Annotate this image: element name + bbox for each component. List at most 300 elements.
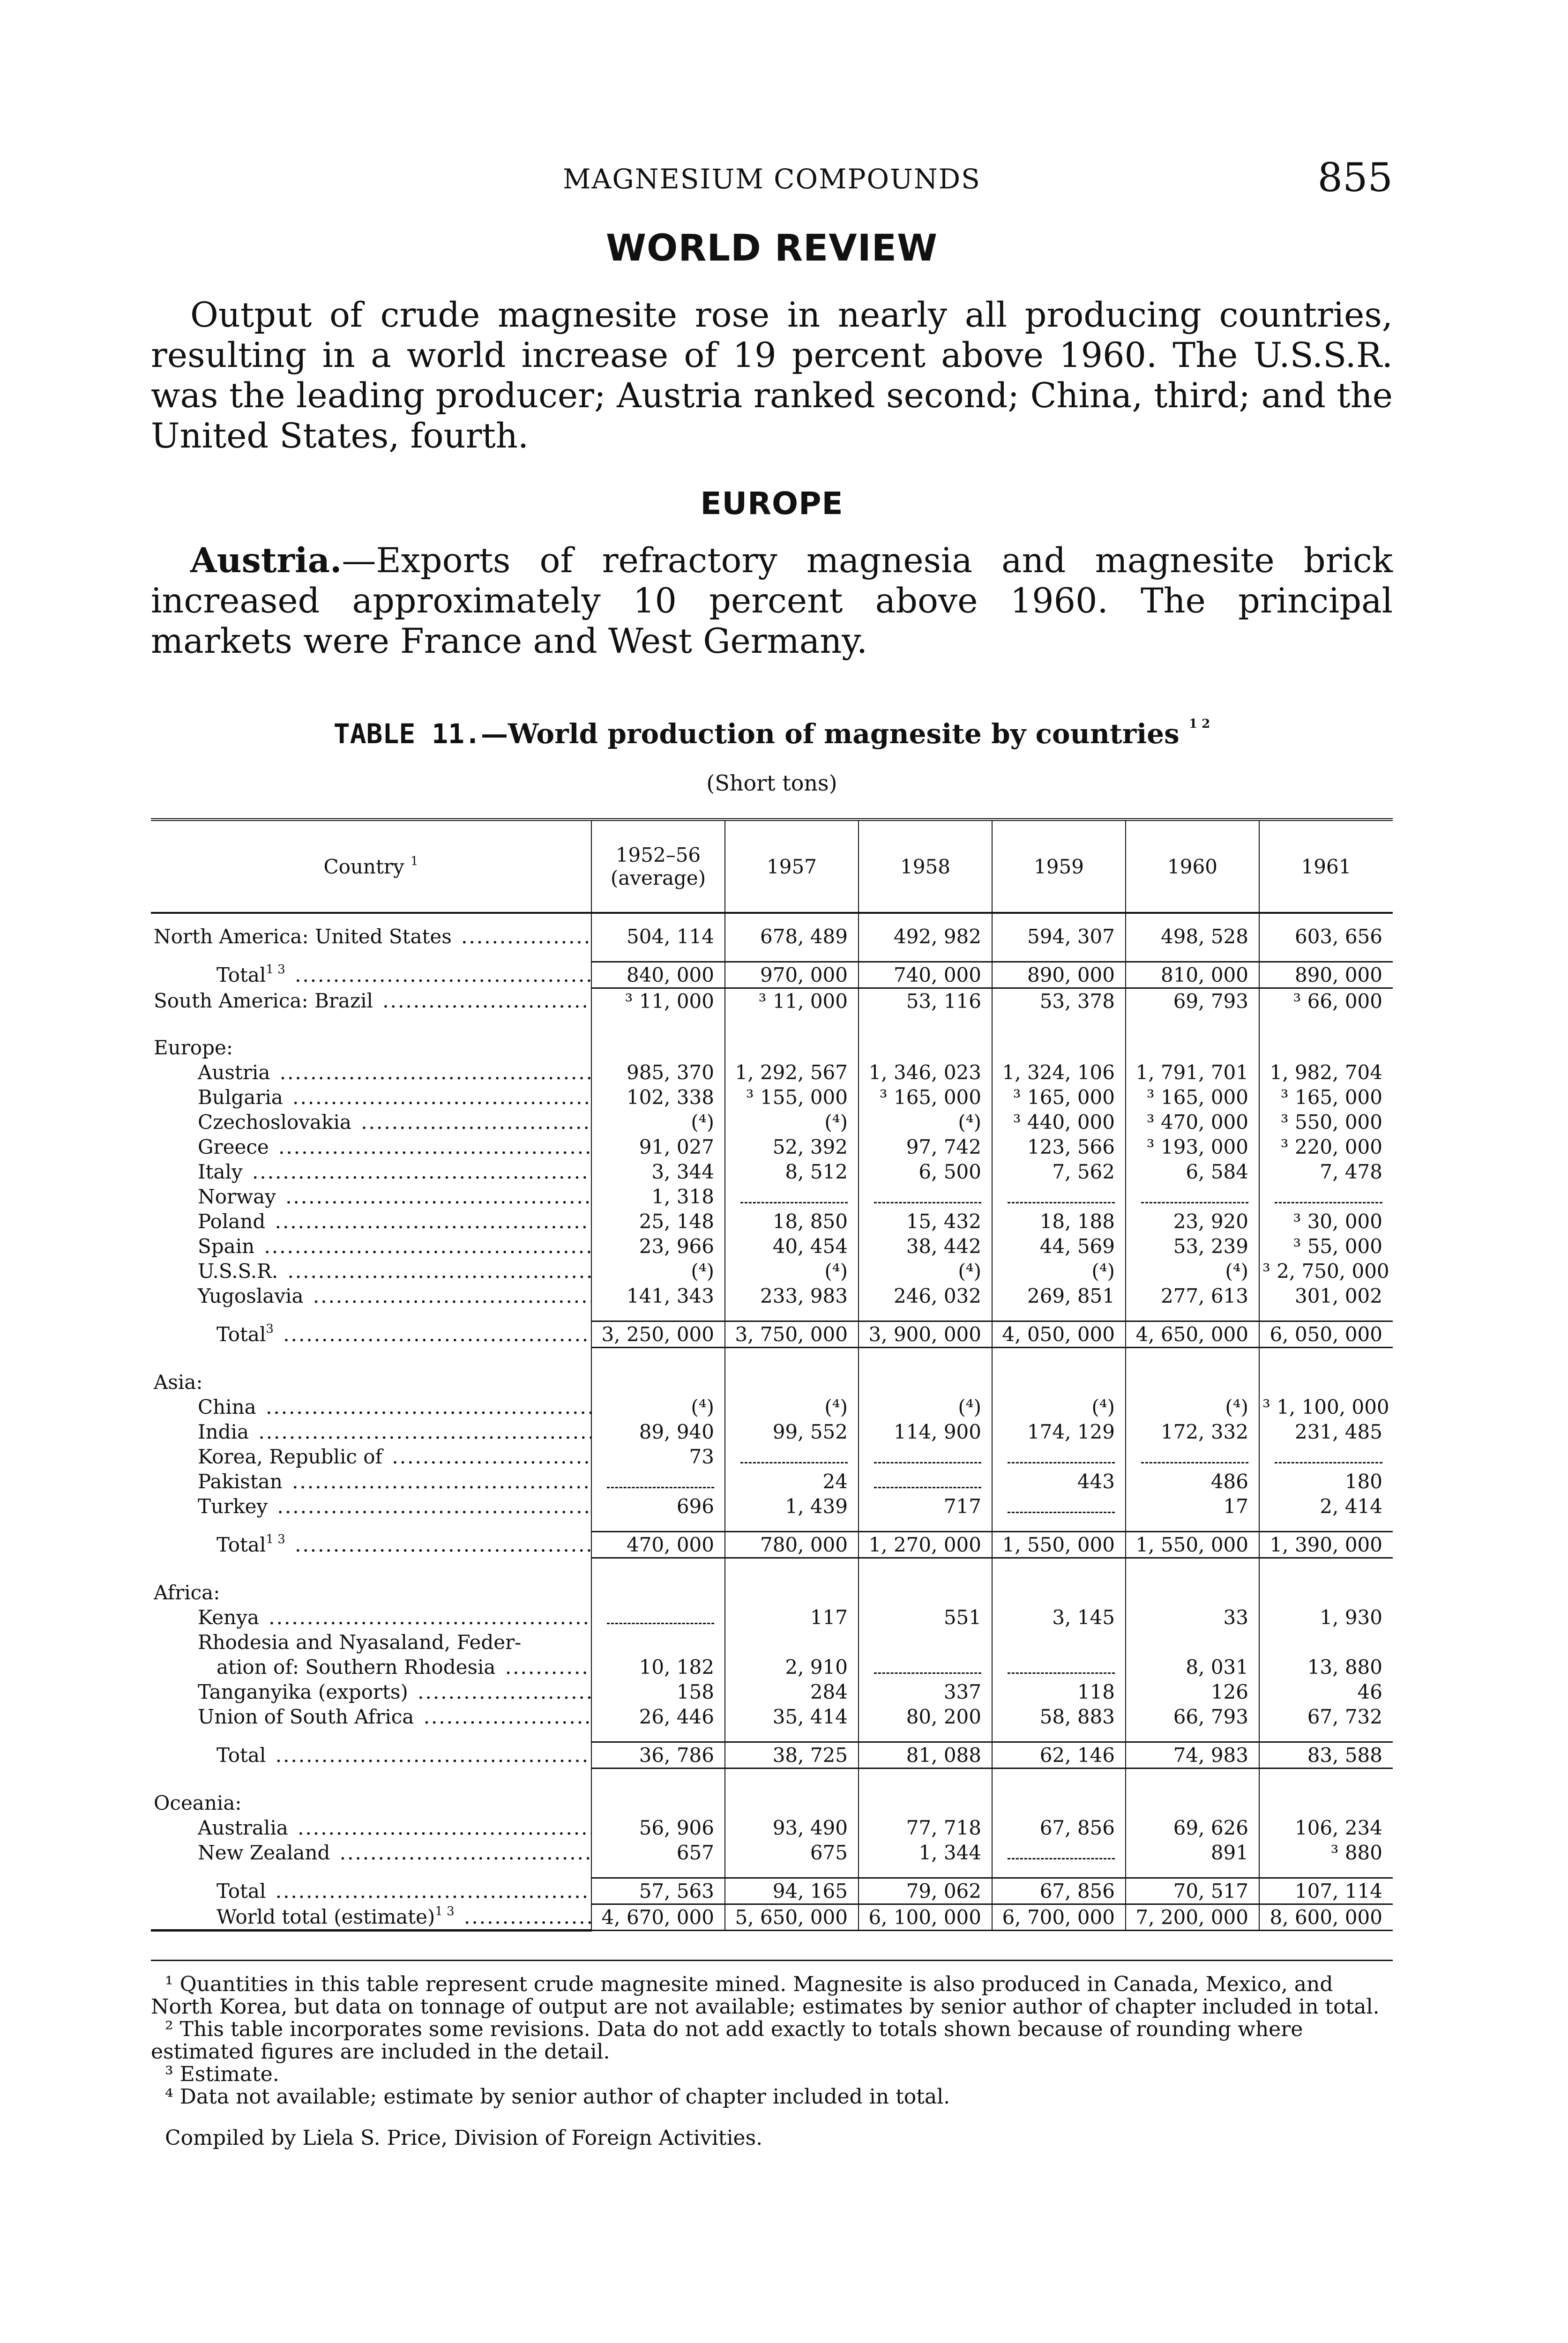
row-label: Czechoslovakia ..... xyxy=(151,1110,591,1134)
col-1957: 1957 xyxy=(725,820,859,913)
row-us xyxy=(151,913,1393,949)
row-value: ³ 2, 750, 000 xyxy=(1259,1259,1393,1283)
running-head xyxy=(151,155,1393,201)
row-label: Australia ..... xyxy=(151,1815,591,1840)
row-value: 56, 906 xyxy=(591,1815,725,1840)
row-value xyxy=(992,1184,1126,1209)
row-value: 284 xyxy=(725,1679,859,1704)
row-value: 2, 910 xyxy=(725,1655,859,1679)
row-value: 33 xyxy=(1126,1605,1259,1630)
row-value xyxy=(1259,1035,1393,1060)
row-china xyxy=(151,1395,1393,1419)
footnote-2: ² This table incorporates some revisions. Data do not add exactly to totals shown because of rounding where estimated figures are included in the detail. xyxy=(151,2017,1303,2064)
row-value: 102, 338 xyxy=(591,1085,725,1110)
page xyxy=(151,155,1393,2149)
row-value xyxy=(859,1580,992,1605)
row-label: U.S.S.R. ..... xyxy=(151,1259,591,1283)
row-value xyxy=(725,1580,859,1605)
row-value xyxy=(992,1655,1126,1679)
row-value: 15, 432 xyxy=(859,1209,992,1234)
row-value: 57, 563 xyxy=(591,1878,725,1904)
row-value: 94, 165 xyxy=(725,1878,859,1904)
row-value: 1, 550, 000 xyxy=(992,1532,1126,1558)
row-value: ³ 155, 000 xyxy=(725,1085,859,1110)
row-value: 4, 670, 000 xyxy=(591,1904,725,1931)
row-label: Spain ..... xyxy=(151,1234,591,1259)
row-label: Yugoslavia ..... xyxy=(151,1283,591,1308)
row-value: ³ 55, 000 xyxy=(1259,1234,1393,1259)
row-eu-total xyxy=(151,1321,1393,1348)
austria-paragraph xyxy=(151,540,1393,662)
row-korea xyxy=(151,1444,1393,1469)
row-value: (⁴) xyxy=(591,1110,725,1134)
row-value: ³ 165, 000 xyxy=(1259,1085,1393,1110)
row-value: 67, 732 xyxy=(1259,1704,1393,1729)
row-value: 36, 786 xyxy=(591,1742,725,1768)
row-value xyxy=(859,1035,992,1060)
col-1960: 1960 xyxy=(1126,820,1259,913)
row-value: 53, 378 xyxy=(992,988,1126,1014)
row-value: 62, 146 xyxy=(992,1742,1126,1768)
row-value: 114, 900 xyxy=(859,1419,992,1444)
row-value: ³ 165, 000 xyxy=(992,1085,1126,1110)
row-value: 35, 414 xyxy=(725,1704,859,1729)
spacer-row xyxy=(151,1308,1393,1321)
row-value: 890, 000 xyxy=(1259,962,1393,988)
row-value: 80, 200 xyxy=(859,1704,992,1729)
row-label: Oceania: xyxy=(154,1791,242,1814)
row-value: 24 xyxy=(725,1469,859,1494)
row-value: 2, 414 xyxy=(1259,1494,1393,1519)
row-label: Total$^{1 3}$ ..... xyxy=(151,1532,591,1558)
row-value: 810, 000 xyxy=(1126,962,1259,988)
row-value: 81, 088 xyxy=(859,1742,992,1768)
empty-dash xyxy=(1008,1462,1115,1463)
row-turkey xyxy=(151,1494,1393,1519)
row-label: Pakistan ..... xyxy=(151,1469,591,1494)
row-value xyxy=(859,1630,992,1655)
row-value: 69, 626 xyxy=(1126,1815,1259,1840)
row-value xyxy=(859,1184,992,1209)
row-value: 6, 584 xyxy=(1126,1159,1259,1184)
row-label: Tanganyika (exports) ..... xyxy=(151,1679,591,1704)
row-value: 97, 742 xyxy=(859,1134,992,1159)
row-na-total xyxy=(151,962,1393,988)
row-value: 66, 793 xyxy=(1126,1704,1259,1729)
row-label: New Zealand ..... xyxy=(151,1840,591,1865)
row-value: 657 xyxy=(591,1840,725,1865)
row-value: 1, 982, 704 xyxy=(1259,1060,1393,1085)
row-value xyxy=(591,1605,725,1630)
row-asia-total xyxy=(151,1532,1393,1558)
row-value: 337 xyxy=(859,1679,992,1704)
row-value: 1, 344 xyxy=(859,1840,992,1865)
row-value: 38, 725 xyxy=(725,1742,859,1768)
row-value: (⁴) xyxy=(725,1395,859,1419)
row-value xyxy=(1259,1444,1393,1469)
row-value xyxy=(725,1444,859,1469)
row-value: 117 xyxy=(725,1605,859,1630)
row-value: 79, 062 xyxy=(859,1878,992,1904)
row-value: 486 xyxy=(1126,1469,1259,1494)
row-value: ³ 165, 000 xyxy=(859,1085,992,1110)
europe-heading: EUROPE xyxy=(700,485,844,522)
row-rhodesia1 xyxy=(151,1630,1393,1655)
row-value: ³ 550, 000 xyxy=(1259,1110,1393,1134)
row-value xyxy=(1126,1630,1259,1655)
row-label: Bulgaria ..... xyxy=(151,1085,591,1110)
row-label: China ..... xyxy=(151,1395,591,1419)
row-value: ³ 220, 000 xyxy=(1259,1134,1393,1159)
row-poland xyxy=(151,1209,1393,1234)
row-value xyxy=(992,1580,1126,1605)
row-value: 52, 392 xyxy=(725,1134,859,1159)
row-value: 26, 446 xyxy=(591,1704,725,1729)
row-value: 1, 390, 000 xyxy=(1259,1532,1393,1558)
row-value: 3, 250, 000 xyxy=(591,1321,725,1348)
row-value: 4, 650, 000 xyxy=(1126,1321,1259,1348)
row-value: 7, 200, 000 xyxy=(1126,1904,1259,1931)
row-value: 38, 442 xyxy=(859,1234,992,1259)
empty-dash xyxy=(740,1462,848,1463)
row-value: 141, 343 xyxy=(591,1283,725,1308)
row-yugoslavia xyxy=(151,1283,1393,1308)
row-oceania xyxy=(151,1791,1393,1815)
row-value: 4, 050, 000 xyxy=(992,1321,1126,1348)
row-value: 8, 031 xyxy=(1126,1655,1259,1679)
row-value: 594, 307 xyxy=(992,913,1126,949)
row-value: ³ 470, 000 xyxy=(1126,1110,1259,1134)
row-label: Kenya ..... xyxy=(151,1605,591,1630)
row-europe xyxy=(151,1035,1393,1060)
row-kenya xyxy=(151,1605,1393,1630)
row-value: (⁴) xyxy=(1126,1259,1259,1283)
row-value: 443 xyxy=(992,1469,1126,1494)
row-label: Greece ..... xyxy=(151,1134,591,1159)
row-value: 44, 569 xyxy=(992,1234,1126,1259)
row-label: Total$^{1 3}$ ..... xyxy=(151,962,591,988)
row-austria xyxy=(151,1060,1393,1085)
row-value: 18, 850 xyxy=(725,1209,859,1234)
row-value: 18, 188 xyxy=(992,1209,1126,1234)
row-value xyxy=(859,1370,992,1395)
spacer-row xyxy=(151,1348,1393,1370)
row-label: Total$^3$ ..... xyxy=(151,1321,591,1348)
row-greece xyxy=(151,1134,1393,1159)
spacer-row xyxy=(151,1768,1393,1791)
row-value: 10, 182 xyxy=(591,1655,725,1679)
row-value: 74, 983 xyxy=(1126,1742,1259,1768)
empty-dash xyxy=(1008,1672,1115,1674)
row-label: Asia: xyxy=(154,1371,203,1394)
row-value: (⁴) xyxy=(992,1259,1126,1283)
row-bulgaria xyxy=(151,1085,1393,1110)
row-value: 1, 270, 000 xyxy=(859,1532,992,1558)
row-value: (⁴) xyxy=(992,1395,1126,1419)
row-value xyxy=(1259,1370,1393,1395)
row-value: 1, 346, 023 xyxy=(859,1060,992,1085)
row-pakistan xyxy=(151,1469,1393,1494)
row-value: 25, 148 xyxy=(591,1209,725,1234)
row-value: 840, 000 xyxy=(591,962,725,988)
row-value: 470, 000 xyxy=(591,1532,725,1558)
compiled-by: Compiled by Liela S. Price, Division of Foreign Activities. xyxy=(165,2126,763,2150)
row-value: 985, 370 xyxy=(591,1060,725,1085)
row-value xyxy=(992,1840,1126,1865)
austria-text: —Exports of refractory magnesia and magnesite brick increased approximately 10 percent above 1960. The principal markets were France and West Germany. xyxy=(151,541,1393,661)
row-label: Total ..... xyxy=(151,1742,591,1768)
row-af-total xyxy=(151,1742,1393,1768)
row-value: ³ 66, 000 xyxy=(1259,988,1393,1014)
empty-dash xyxy=(1141,1202,1249,1203)
row-value xyxy=(1126,1184,1259,1209)
row-value: 504, 114 xyxy=(591,913,725,949)
row-value: 40, 454 xyxy=(725,1234,859,1259)
row-world xyxy=(151,1904,1393,1931)
empty-dash xyxy=(740,1202,848,1203)
row-brazil xyxy=(151,988,1393,1014)
row-label: Union of South Africa ..... xyxy=(151,1704,591,1729)
row-value: 126 xyxy=(1126,1679,1259,1704)
row-value xyxy=(725,1184,859,1209)
row-value: 970, 000 xyxy=(725,962,859,988)
row-value xyxy=(1126,1370,1259,1395)
row-value: 106, 234 xyxy=(1259,1815,1393,1840)
table-title-text: —World production of magnesite by countries xyxy=(481,718,1180,750)
world-review-paragraph: Output of crude magnesite rose in nearly all producing countries, resulting in a world increase of 19 percent above 1960. The U.S.S.R. was the leading producer; Austria ranked second; China, third; and the United States, fourth. xyxy=(151,295,1393,456)
row-value: 233, 983 xyxy=(725,1283,859,1308)
row-value xyxy=(591,1791,725,1815)
row-value xyxy=(992,1791,1126,1815)
row-tanganyika xyxy=(151,1679,1393,1704)
row-value: 77, 718 xyxy=(859,1815,992,1840)
row-value: 13, 880 xyxy=(1259,1655,1393,1679)
row-oc-total xyxy=(151,1878,1393,1904)
footnote-3: ³ Estimate. xyxy=(165,2062,279,2086)
production-table xyxy=(151,818,1393,1932)
row-value: 180 xyxy=(1259,1469,1393,1494)
empty-dash xyxy=(874,1672,982,1674)
row-value: 7, 562 xyxy=(992,1159,1126,1184)
row-value: ³ 440, 000 xyxy=(992,1110,1126,1134)
row-value xyxy=(725,1630,859,1655)
spacer-row xyxy=(151,1729,1393,1742)
row-value: (⁴) xyxy=(859,1259,992,1283)
row-value: (⁴) xyxy=(725,1110,859,1134)
row-label: India ..... xyxy=(151,1419,591,1444)
row-value: 3, 900, 000 xyxy=(859,1321,992,1348)
row-value: 83, 588 xyxy=(1259,1742,1393,1768)
row-label: Africa: xyxy=(154,1581,220,1604)
row-value xyxy=(591,1580,725,1605)
row-value xyxy=(859,1469,992,1494)
row-value: 158 xyxy=(591,1679,725,1704)
row-south-africa xyxy=(151,1704,1393,1729)
row-value: 890, 000 xyxy=(992,962,1126,988)
table-header xyxy=(151,820,1393,913)
row-value xyxy=(591,1469,725,1494)
row-value xyxy=(859,1655,992,1679)
empty-dash xyxy=(874,1487,982,1488)
row-value: 3, 145 xyxy=(992,1605,1126,1630)
row-value: ³ 880 xyxy=(1259,1840,1393,1865)
row-value: 91, 027 xyxy=(591,1134,725,1159)
row-value: ³ 30, 000 xyxy=(1259,1209,1393,1234)
row-label: North America: United States ..... xyxy=(151,913,591,949)
row-value: 5, 650, 000 xyxy=(725,1904,859,1931)
world-review-heading: WORLD REVIEW xyxy=(605,227,938,269)
col-1958: 1958 xyxy=(859,820,992,913)
row-australia xyxy=(151,1815,1393,1840)
row-label: World total (estimate)$^{1 3}$ ..... xyxy=(151,1904,591,1931)
row-value: 8, 512 xyxy=(725,1159,859,1184)
row-value: 123, 566 xyxy=(992,1134,1126,1159)
row-value xyxy=(992,1630,1126,1655)
footnote-4: ⁴ Data not available; estimate by senior author of chapter included in total. xyxy=(165,2085,950,2109)
row-label: Europe: xyxy=(154,1036,233,1059)
page-number: 855 xyxy=(1317,155,1393,201)
row-value: 301, 002 xyxy=(1259,1283,1393,1308)
row-value xyxy=(992,1444,1126,1469)
row-value: 107, 114 xyxy=(1259,1878,1393,1904)
row-value: 118 xyxy=(992,1679,1126,1704)
row-value: 6, 500 xyxy=(859,1159,992,1184)
row-value: 603, 656 xyxy=(1259,913,1393,949)
row-value: 1, 930 xyxy=(1259,1605,1393,1630)
row-value: 492, 982 xyxy=(859,913,992,949)
row-value xyxy=(1259,1630,1393,1655)
row-value: 3, 344 xyxy=(591,1159,725,1184)
empty-dash xyxy=(607,1487,715,1488)
row-value xyxy=(1126,1035,1259,1060)
row-value: 93, 490 xyxy=(725,1815,859,1840)
row-india xyxy=(151,1419,1393,1444)
row-value: 69, 793 xyxy=(1126,988,1259,1014)
table-title xyxy=(151,718,1393,750)
col-1959: 1959 xyxy=(992,820,1126,913)
row-value: 73 xyxy=(591,1444,725,1469)
table-title-sup: 1 2 xyxy=(1189,717,1210,731)
row-value xyxy=(1126,1791,1259,1815)
austria-lead: Austria. xyxy=(190,540,342,581)
table-units: (Short tons) xyxy=(706,770,837,796)
empty-dash xyxy=(1008,1512,1115,1513)
row-value: 70, 517 xyxy=(1126,1878,1259,1904)
spacer-row xyxy=(151,1014,1393,1035)
row-value: 8, 600, 000 xyxy=(1259,1904,1393,1931)
empty-dash xyxy=(1008,1202,1115,1203)
row-value xyxy=(591,1630,725,1655)
row-value: 246, 032 xyxy=(859,1283,992,1308)
row-value: 780, 000 xyxy=(725,1532,859,1558)
row-value: 1, 318 xyxy=(591,1184,725,1209)
row-value: 1, 550, 000 xyxy=(1126,1532,1259,1558)
spacer-row xyxy=(151,1558,1393,1581)
row-value: (⁴) xyxy=(859,1110,992,1134)
row-spain xyxy=(151,1234,1393,1259)
empty-dash xyxy=(1008,1858,1115,1859)
row-value: 6, 100, 000 xyxy=(859,1904,992,1931)
row-value xyxy=(1259,1184,1393,1209)
row-value: 46 xyxy=(1259,1679,1393,1704)
row-value: (⁴) xyxy=(859,1395,992,1419)
row-value: 67, 856 xyxy=(992,1878,1126,1904)
row-value: 23, 920 xyxy=(1126,1209,1259,1234)
row-value: 1, 324, 106 xyxy=(992,1060,1126,1085)
row-value: 6, 700, 000 xyxy=(992,1904,1126,1931)
row-label: Rhodesia and Nyasaland, Feder- xyxy=(198,1631,522,1654)
row-value: 17 xyxy=(1126,1494,1259,1519)
row-value: 99, 552 xyxy=(725,1419,859,1444)
empty-dash xyxy=(874,1462,982,1463)
row-value: (⁴) xyxy=(1126,1395,1259,1419)
row-value xyxy=(1126,1444,1259,1469)
row-label: Austria ..... xyxy=(151,1060,591,1085)
col-country: Country $^1$ xyxy=(151,820,591,913)
empty-dash xyxy=(1275,1462,1382,1463)
row-label: ation of: Southern Rhodesia ..... xyxy=(151,1655,591,1679)
col-1961: 1961 xyxy=(1259,820,1393,913)
row-value: 891 xyxy=(1126,1840,1259,1865)
row-value: 53, 116 xyxy=(859,988,992,1014)
empty-dash xyxy=(607,1623,715,1624)
row-value: 53, 239 xyxy=(1126,1234,1259,1259)
row-africa xyxy=(151,1580,1393,1605)
row-value xyxy=(725,1370,859,1395)
row-value: 740, 000 xyxy=(859,962,992,988)
row-value: ³ 165, 000 xyxy=(1126,1085,1259,1110)
row-value: 1, 439 xyxy=(725,1494,859,1519)
row-italy xyxy=(151,1159,1393,1184)
row-czech xyxy=(151,1110,1393,1134)
row-value xyxy=(1259,1791,1393,1815)
row-value xyxy=(859,1444,992,1469)
row-value xyxy=(725,1791,859,1815)
row-value: 269, 851 xyxy=(992,1283,1126,1308)
row-value xyxy=(992,1370,1126,1395)
row-value: (⁴) xyxy=(725,1259,859,1283)
row-value: ³ 1, 100, 000 xyxy=(1259,1395,1393,1419)
row-value: 551 xyxy=(859,1605,992,1630)
running-title: MAGNESIUM COMPOUNDS xyxy=(563,163,981,195)
row-value: 277, 613 xyxy=(1126,1283,1259,1308)
row-value xyxy=(859,1791,992,1815)
row-value: 231, 485 xyxy=(1259,1419,1393,1444)
row-ussr xyxy=(151,1259,1393,1283)
row-label: Italy ..... xyxy=(151,1159,591,1184)
row-value: 23, 966 xyxy=(591,1234,725,1259)
table-number: TABLE 11. xyxy=(333,718,481,750)
row-value: 172, 332 xyxy=(1126,1419,1259,1444)
footnotes xyxy=(151,1960,1393,2149)
spacer-row xyxy=(151,949,1393,962)
row-value: 498, 528 xyxy=(1126,913,1259,949)
row-value: 58, 883 xyxy=(992,1704,1126,1729)
row-value xyxy=(725,1035,859,1060)
row-label: Norway ..... xyxy=(151,1184,591,1209)
row-value: 717 xyxy=(859,1494,992,1519)
row-value: 174, 129 xyxy=(992,1419,1126,1444)
footnote-rule xyxy=(151,1960,1393,1961)
row-value xyxy=(992,1494,1126,1519)
spacer-row xyxy=(151,1865,1393,1878)
row-value xyxy=(591,1370,725,1395)
row-value: ³ 11, 000 xyxy=(591,988,725,1014)
row-label: Poland ..... xyxy=(151,1209,591,1234)
row-value xyxy=(591,1035,725,1060)
row-value: 3, 750, 000 xyxy=(725,1321,859,1348)
row-value: 675 xyxy=(725,1840,859,1865)
